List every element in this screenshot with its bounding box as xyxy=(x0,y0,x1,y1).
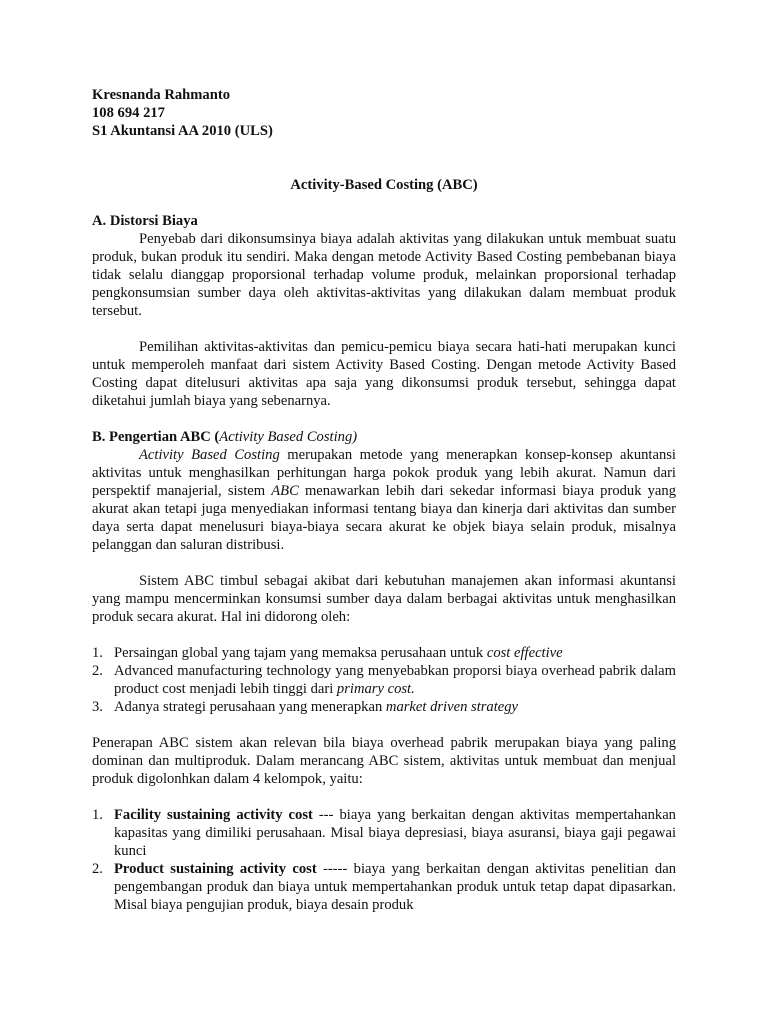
abc-abbrev-italic: ABC xyxy=(271,483,299,499)
list-item-text: Persaingan global yang tajam yang memaksa perusahaan untuk xyxy=(114,645,487,661)
list-item-number: 1. xyxy=(92,645,103,661)
section-b-paragraph-1-part-b: menawarkan lebih dari sekedar informasi biaya produk yang akurat akan tetapi juga menyediakan informasi tentang biaya dan kinerja dari aktivitas dan sumber daya serta dapat menelusuri biaya-biaya secara akurat ke objek biaya selain produk, misalnya pelanggan dan saluran distribusi. xyxy=(92,483,677,553)
list-item xyxy=(92,698,676,716)
list-item-italic: cost effective xyxy=(486,645,563,661)
document-page xyxy=(92,86,676,914)
section-b-heading-prefix: B. Pengertian ABC ( xyxy=(92,429,220,445)
list-item xyxy=(92,860,676,914)
author-program: S1 Akuntansi AA 2010 (ULS) xyxy=(92,123,273,139)
activity-cost-list xyxy=(92,806,676,914)
list-item-bold: Product sustaining activity cost xyxy=(114,861,317,877)
list-item-text: --- biaya yang berkaitan dengan aktivitas mempertahankan kapasitas yang dimiliki perusahaan. Misal biaya depresiasi, biaya asuransi, biaya gaji pegawai kunci xyxy=(114,807,676,859)
list-item-italic: primary cost. xyxy=(336,681,415,697)
list-item-text: Advanced manufacturing technology yang menyebabkan proporsi biaya overhead pabrik dalam product cost menjadi lebih tinggi dari xyxy=(114,663,676,697)
section-a-paragraph-2: Pemilihan aktivitas-aktivitas dan pemicu-pemicu biaya secara hati-hati merupakan kunci untuk memperoleh manfaat dari sistem Activity Based Costing. Dengan metode Activity Based Costing dapat ditelusuri aktivitas apa saja yang dikonsumsi produk tersebut, sehingga dapat diketahui jumlah biaya yang sebenarnya. xyxy=(92,339,676,409)
section-a-heading: A. Distorsi Biaya xyxy=(92,213,198,229)
list-item-number: 2. xyxy=(92,663,103,679)
section-a-paragraph-1: Penyebab dari dikonsumsinya biaya adalah aktivitas yang dilakukan untuk membuat suatu produk, bukan produk itu sendiri. Maka dengan metode Activity Based Costing pembebanan biaya tidak selalu dianggap proporsional terhadap volume produk, melainkan proporsional terhadap pengkonsumsian sumber daya oleh aktivitas-aktivitas yang dilakukan dalam membuat produk tersebut. xyxy=(92,231,676,319)
section-b-paragraph-3: Penerapan ABC sistem akan relevan bila biaya overhead pabrik merupakan biaya yang paling dominan dan multiproduk. Dalam merancang ABC sistem, aktivitas untuk membuat dan menjual produk digolonhkan dalam 4 kelompok, yaitu: xyxy=(92,735,676,787)
section-b-paragraph-1 xyxy=(92,446,676,554)
list-item xyxy=(92,806,676,860)
section-b-heading-italic: Activity Based Costing) xyxy=(219,429,358,445)
section-b-heading xyxy=(92,428,676,446)
author-block xyxy=(92,86,676,140)
document-title: Activity-Based Costing (ABC) xyxy=(290,177,478,193)
list-item-text: Adanya strategi perusahaan yang menerapkan xyxy=(114,699,386,715)
abc-term-italic: Activity Based Costing xyxy=(139,447,280,463)
list-item-bold: Facility sustaining activity cost xyxy=(114,807,313,823)
author-id: 108 694 217 xyxy=(92,105,165,121)
list-item-number: 3. xyxy=(92,699,103,715)
list-item-number: 1. xyxy=(92,807,103,823)
list-item xyxy=(92,662,676,698)
section-b-paragraph-1-part-a: merupakan metode yang menerapkan konsep-konsep akuntansi aktivitas untuk menghasilkan perhitungan harga pokok produk yang lebih akurat. Namun dari perspektif manajerial, sistem xyxy=(92,447,676,499)
driver-list xyxy=(92,644,676,716)
section-b-paragraph-2: Sistem ABC timbul sebagai akibat dari kebutuhan manajemen akan informasi akuntansi yang mampu mencerminkan konsumsi sumber daya dalam berbagai aktivitas untuk menghasilkan produk secara akurat. Hal ini didorong oleh: xyxy=(92,573,676,625)
author-name: Kresnanda Rahmanto xyxy=(92,87,230,103)
list-item xyxy=(92,644,676,662)
list-item-number: 2. xyxy=(92,861,103,877)
list-item-text: ----- biaya yang berkaitan dengan aktivitas penelitian dan pengembangan produk dan biaya untuk mempertahankan produk untuk tetap dapat dipasarkan. Misal biaya pengujian produk, biaya desain produk xyxy=(114,861,676,913)
list-item-italic: market driven strategy xyxy=(385,699,519,715)
